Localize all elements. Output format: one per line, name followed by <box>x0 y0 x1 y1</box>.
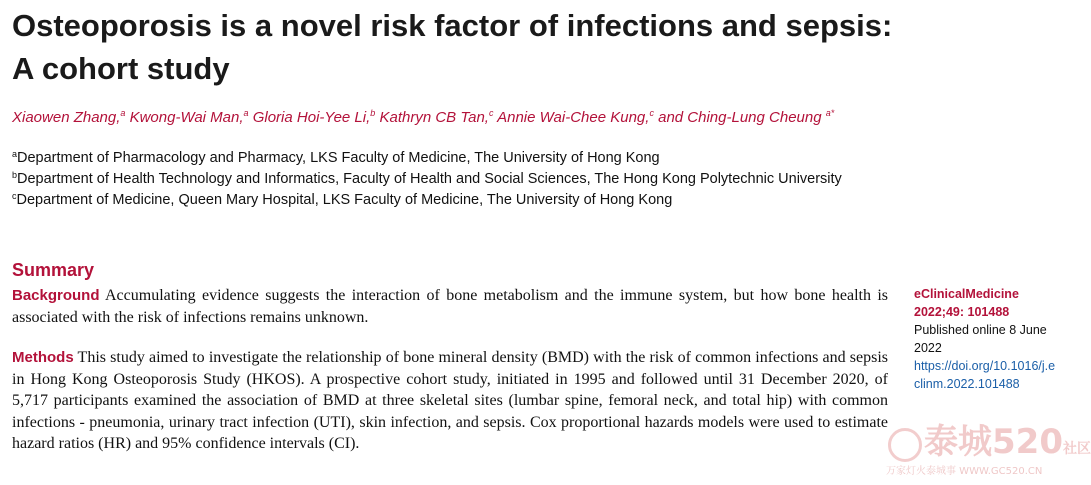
author-affil-mark: a <box>243 108 249 118</box>
affiliation-item <box>12 148 892 169</box>
author-affil-mark: b <box>370 108 376 118</box>
article-title: Osteoporosis is a novel risk factor of infections and sepsis: A cohort study <box>12 8 893 86</box>
author-affil-mark: c <box>649 108 654 118</box>
author-affil-mark: a* <box>825 108 835 118</box>
doi-link[interactable]: https://doi.org/10.1016/j.eclinm.2022.101488 <box>914 359 1056 391</box>
author-name[interactable]: Gloria Hoi-Yee Li, <box>252 109 371 126</box>
journal-citation: eClinicalMedicine 2022;49: 101488 <box>914 287 1019 319</box>
background-paragraph <box>12 285 888 328</box>
affiliation-text: Department of Health Technology and Informatics, Faculty of Health and Social Sciences, The Hong Kong Polytechnic University <box>17 171 842 187</box>
background-text: Accumulating evidence suggests the interaction of bone metabolism and the immune system, but how bone health is associated with the risk of infections remains unknown. <box>12 287 888 326</box>
author-name[interactable]: and Ching-Lung Cheung <box>658 109 822 126</box>
author-affil-mark: c <box>488 108 494 118</box>
author-list <box>12 107 912 129</box>
author-name[interactable]: Kathryn CB Tan, <box>379 109 489 126</box>
methods-paragraph <box>12 347 888 455</box>
published-date: Published online 8 June 2022 <box>914 323 1047 355</box>
author-name[interactable]: Xiaowen Zhang, <box>12 109 121 126</box>
summary-heading: Summary <box>12 260 95 280</box>
article-sidebar <box>914 285 1059 393</box>
watermark-logo-icon <box>888 428 922 462</box>
site-watermark <box>880 418 1091 480</box>
background-label: Background <box>12 287 100 304</box>
author-name[interactable]: Kwong-Wai Man, <box>129 109 244 126</box>
author-affil-mark: a <box>120 108 126 118</box>
methods-text: This study aimed to investigate the relationship of bone mineral density (BMD) with the risk of common infections and sepsis in Hong Kong Osteoporosis Study (HKOS). A prospective cohort study, initiated in 1995 and followed until 31 December 2020, of 5,717 participants examined the association of BMD at three skeletal sites (lumbar spine, femoral neck, and total hip) with common infections - pneumonia, urinary tract infection (UTI), skin infection, and sepsis. Cox proportional hazards models were used to estimate hazard ratios (HR) and 95% confidence intervals (CI). <box>12 349 888 452</box>
author-name[interactable]: Annie Wai-Chee Kung, <box>497 109 650 126</box>
methods-label: Methods <box>12 349 74 366</box>
affiliation-mark: a <box>12 149 18 159</box>
watermark-text: 泰城520社区 <box>924 422 1091 462</box>
affiliation-item <box>12 169 892 190</box>
affiliation-list <box>12 148 892 211</box>
affiliation-text: Department of Medicine, Queen Mary Hospital, LKS Faculty of Medicine, The University of Hong Kong <box>16 192 673 208</box>
affiliation-item <box>12 190 892 211</box>
affiliation-mark: b <box>12 170 18 180</box>
affiliation-mark: c <box>12 191 17 201</box>
affiliation-text: Department of Pharmacology and Pharmacy, LKS Faculty of Medicine, The University of Hong Kong <box>17 150 660 166</box>
watermark-subtext: 万家灯火泰城事 WWW.GC520.CN <box>886 466 1043 477</box>
